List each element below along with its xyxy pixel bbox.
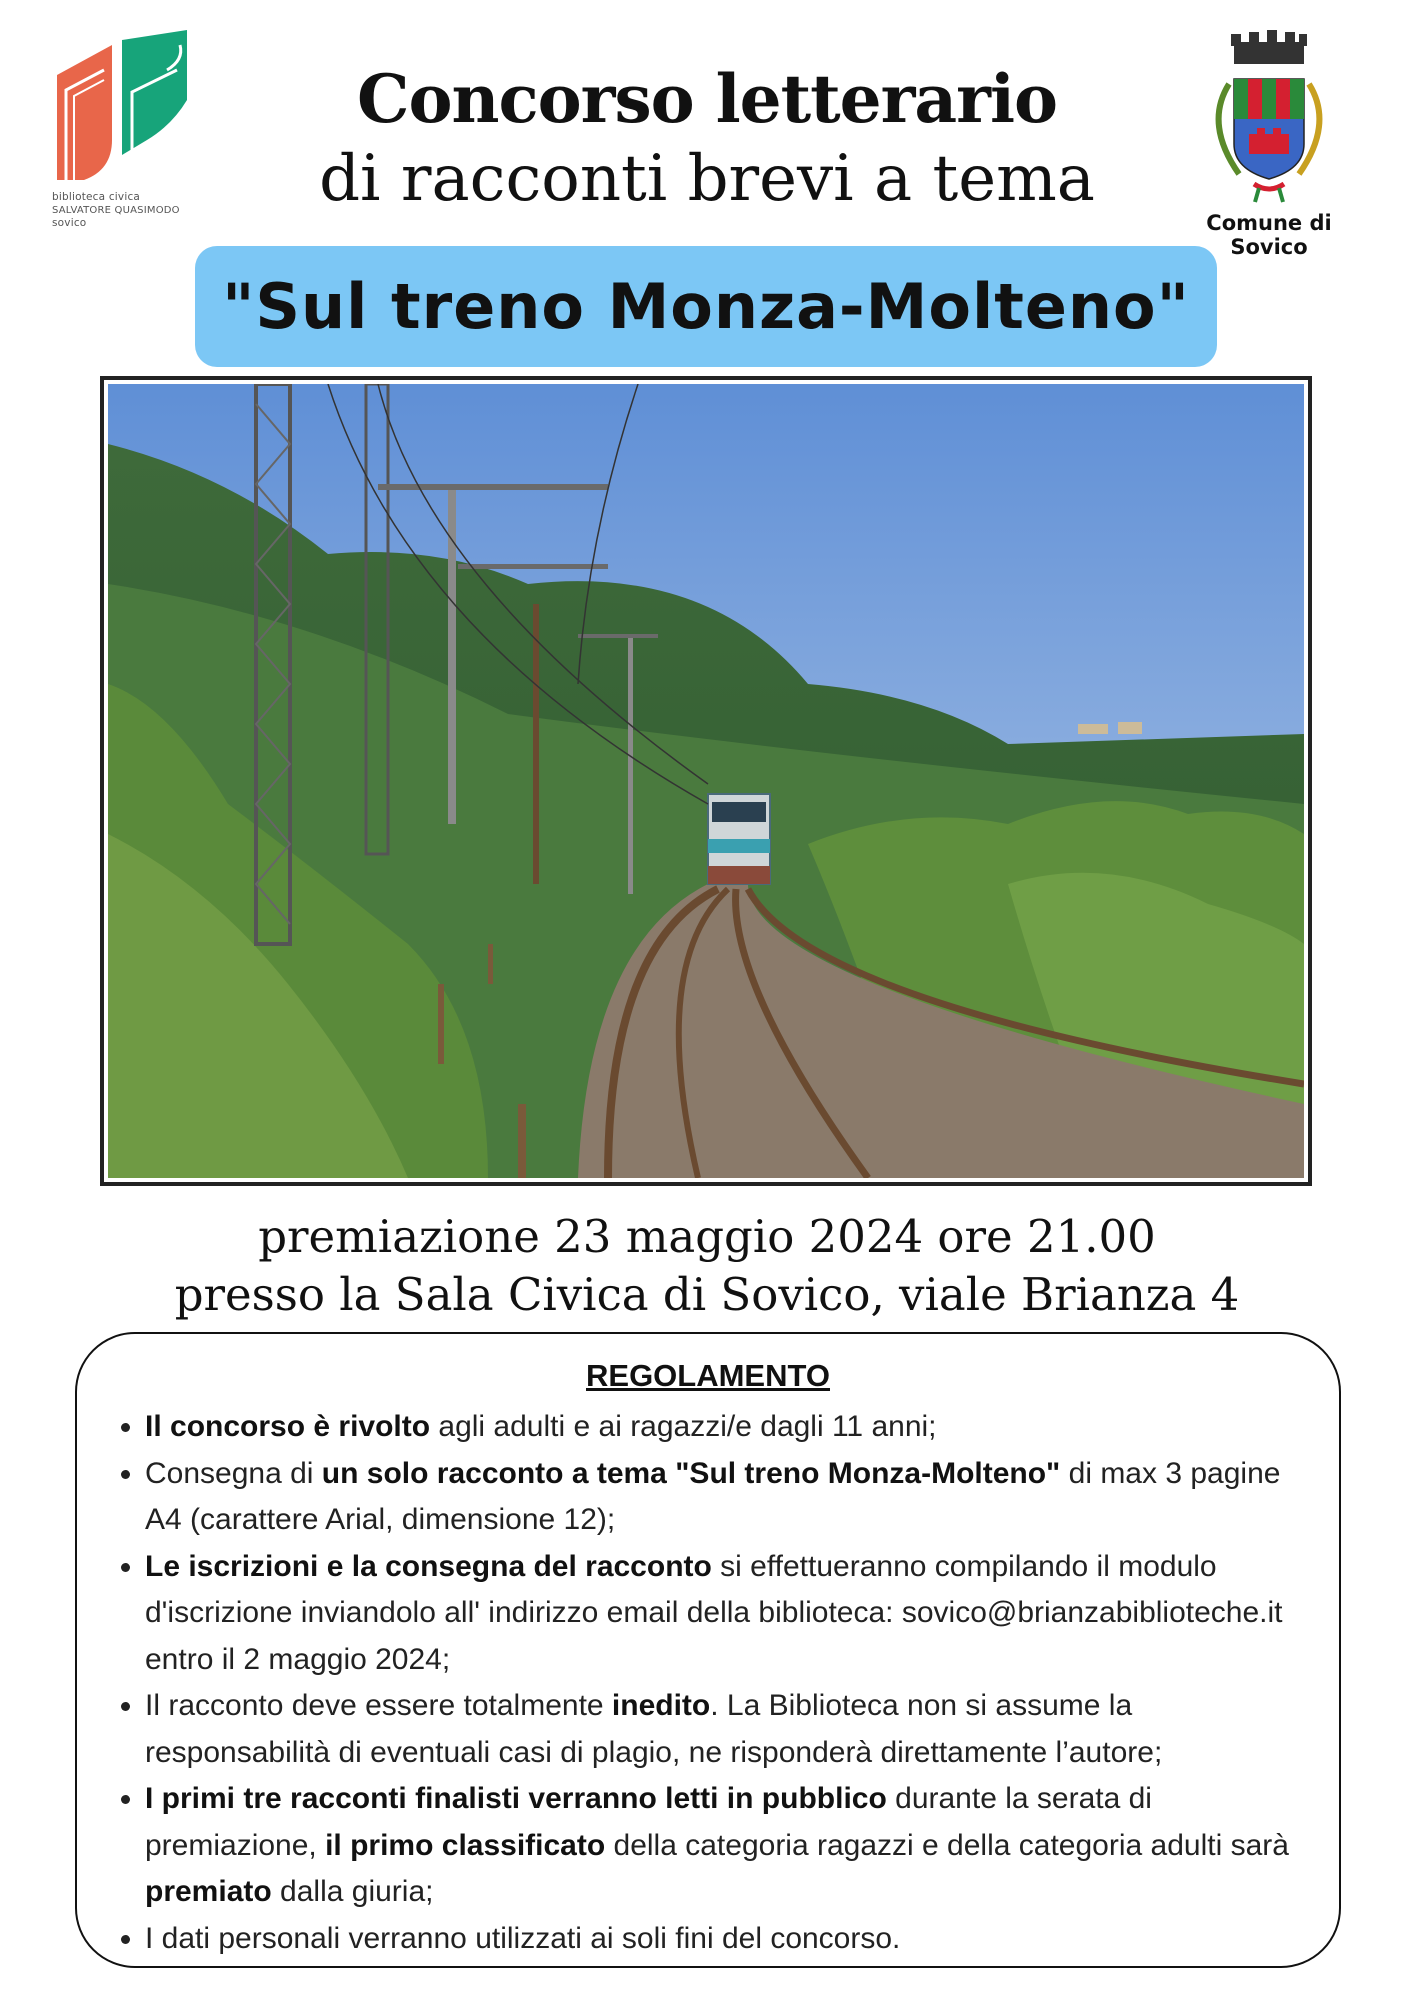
rules-box <box>75 1332 1341 1968</box>
award-date: premiazione 23 maggio 2024 ore 21.00 <box>258 1210 1156 1263</box>
train-on-railway-photo-icon <box>108 384 1304 1178</box>
theme-banner <box>195 246 1217 367</box>
library-name-line1: biblioteca civica <box>52 191 141 203</box>
crest-label: Comune di Sovico <box>1206 211 1332 259</box>
award-location: presso la Sala Civica di Sovico, viale Brianza 4 <box>174 1268 1240 1321</box>
rule-item: • Il concorso è rivolto agli adulti e ai ragazzi/e dagli 11 anni; <box>145 1404 1319 1451</box>
theme-text: "Sul treno Monza-Molteno" <box>222 270 1190 343</box>
library-name-line2: SALVATORE QUASIMODO <box>52 205 180 216</box>
train-photo <box>100 376 1312 1186</box>
rule-item: • Le iscrizioni e la consegna del racconto si effettueranno compilando il modulo d'iscrizione inviandolo all' indirizzo email della biblioteca: sovico@brianzabiblioteche.it entro il 2 maggio 2024; <box>145 1544 1319 1684</box>
rules-list <box>107 1404 1319 1962</box>
rule-item: • I primi tre racconti finalisti verranno letti in pubblico durante la serata di premiazione, il primo classificato della categoria ragazzi e della categoria adulti sarà premiato dalla giuria; <box>145 1776 1319 1916</box>
page-subtitle: di racconti brevi a tema <box>319 142 1095 216</box>
rule-item: • I dati personali verranno utilizzati ai soli fini del concorso. <box>145 1916 1319 1963</box>
rule-item: • Il racconto deve essere totalmente inedito. La Biblioteca non si assume la responsabilità di eventuali casi di plagio, ne risponderà direttamente l’autore; <box>145 1683 1319 1776</box>
page-title: Concorso letterario <box>356 60 1058 138</box>
library-name-line3: sovico <box>52 217 87 229</box>
rules-heading: REGOLAMENTO <box>586 1358 830 1393</box>
rule-item: • Consegna di un solo racconto a tema "Sul treno Monza-Molteno" di max 3 pagine A4 (carattere Arial, dimensione 12); <box>145 1451 1319 1544</box>
